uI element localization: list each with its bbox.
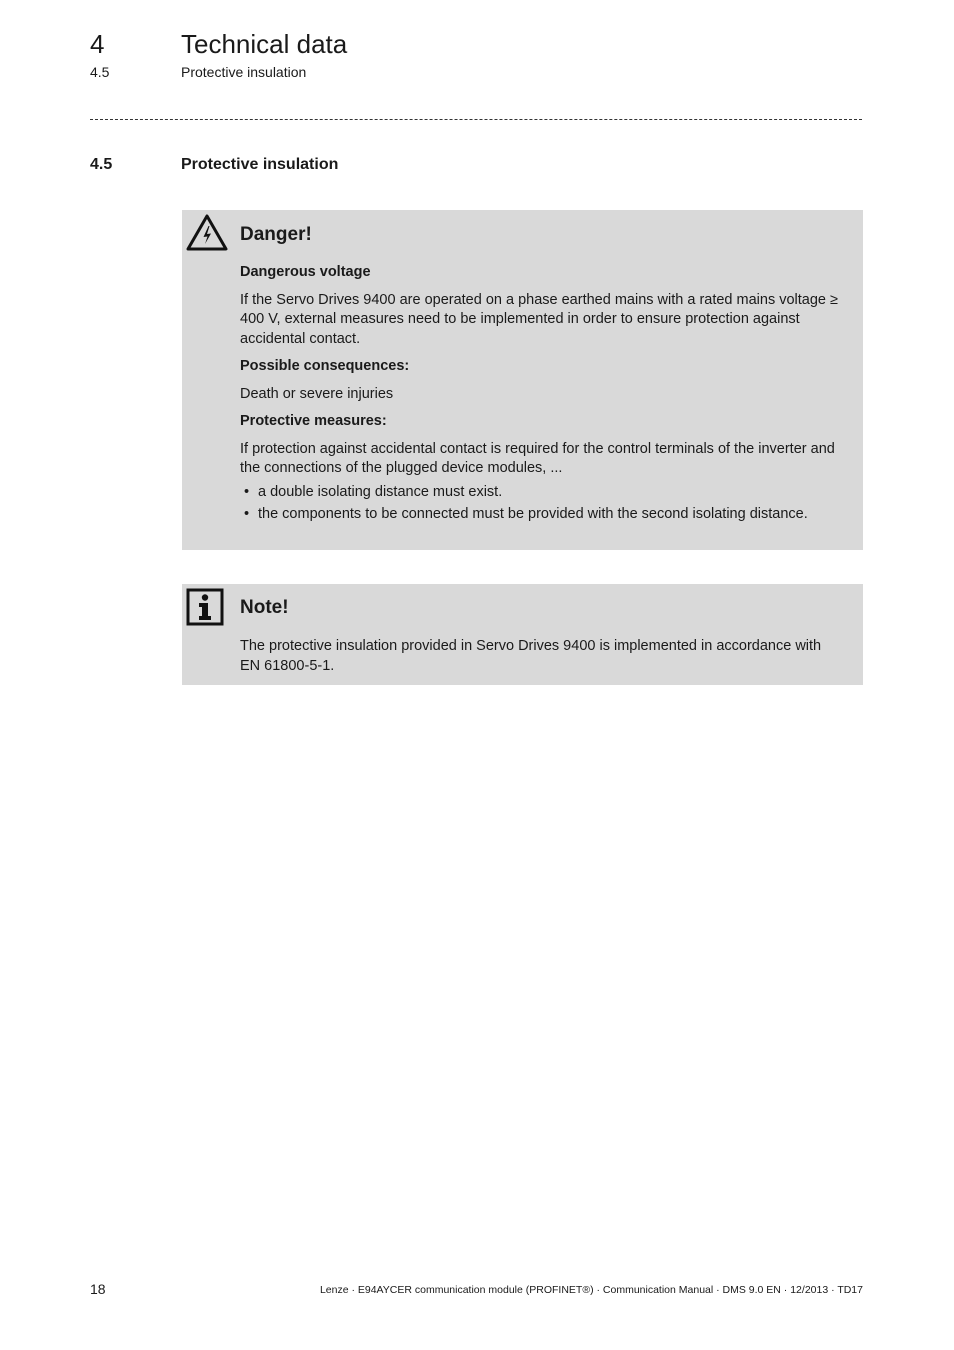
dangerous-voltage-text: If the Servo Drives 9400 are operated on a phase earthed mains with a rated mains voltage ≥ 400 V, external measures need to be implemented in order to ensure protection against accidental contact. [240,291,838,347]
page-number: 18 [90,1281,106,1297]
danger-content [240,263,841,525]
running-section-number: 4.5 [90,64,110,80]
header-divider [90,119,862,120]
list-item: • a double isolating distance must exist. [240,483,841,503]
warning-triangle-lightning-icon [186,214,228,252]
measures-text: If protection against accidental contact is required for the control terminals of the inverter and the connections of the plugged device modules, ... [240,440,835,476]
consequences-label: Possible consequences: [240,358,410,374]
running-section-title: Protective insulation [181,64,307,80]
consequences-text: Death or severe injuries [240,385,394,402]
list-item: • the components to be connected must be provided with the second isolating distance. [240,505,841,525]
section-title: Protective insulation [181,156,339,173]
danger-box [182,210,863,550]
measures-list [240,483,841,525]
footer-doc-info: Lenze · E94AYCER communication module (PROFINET®) · Communication Manual · DMS 9.0 EN · 12/2013 · TD17 [319,1284,863,1296]
chapter-number: 4 [90,29,105,59]
note-content [240,637,841,676]
note-heading: Note! [240,597,289,618]
note-box [182,584,863,685]
note-text: The protective insulation provided in Servo Drives 9400 is implemented in accordance with EN 61800-5-1. [240,638,822,674]
chapter-title: Technical data [181,29,348,59]
info-icon [186,588,224,626]
danger-heading: Danger! [240,224,312,245]
section-number: 4.5 [90,156,113,173]
dangerous-voltage-label: Dangerous voltage [240,264,371,280]
measures-label: Protective measures: [240,413,387,429]
